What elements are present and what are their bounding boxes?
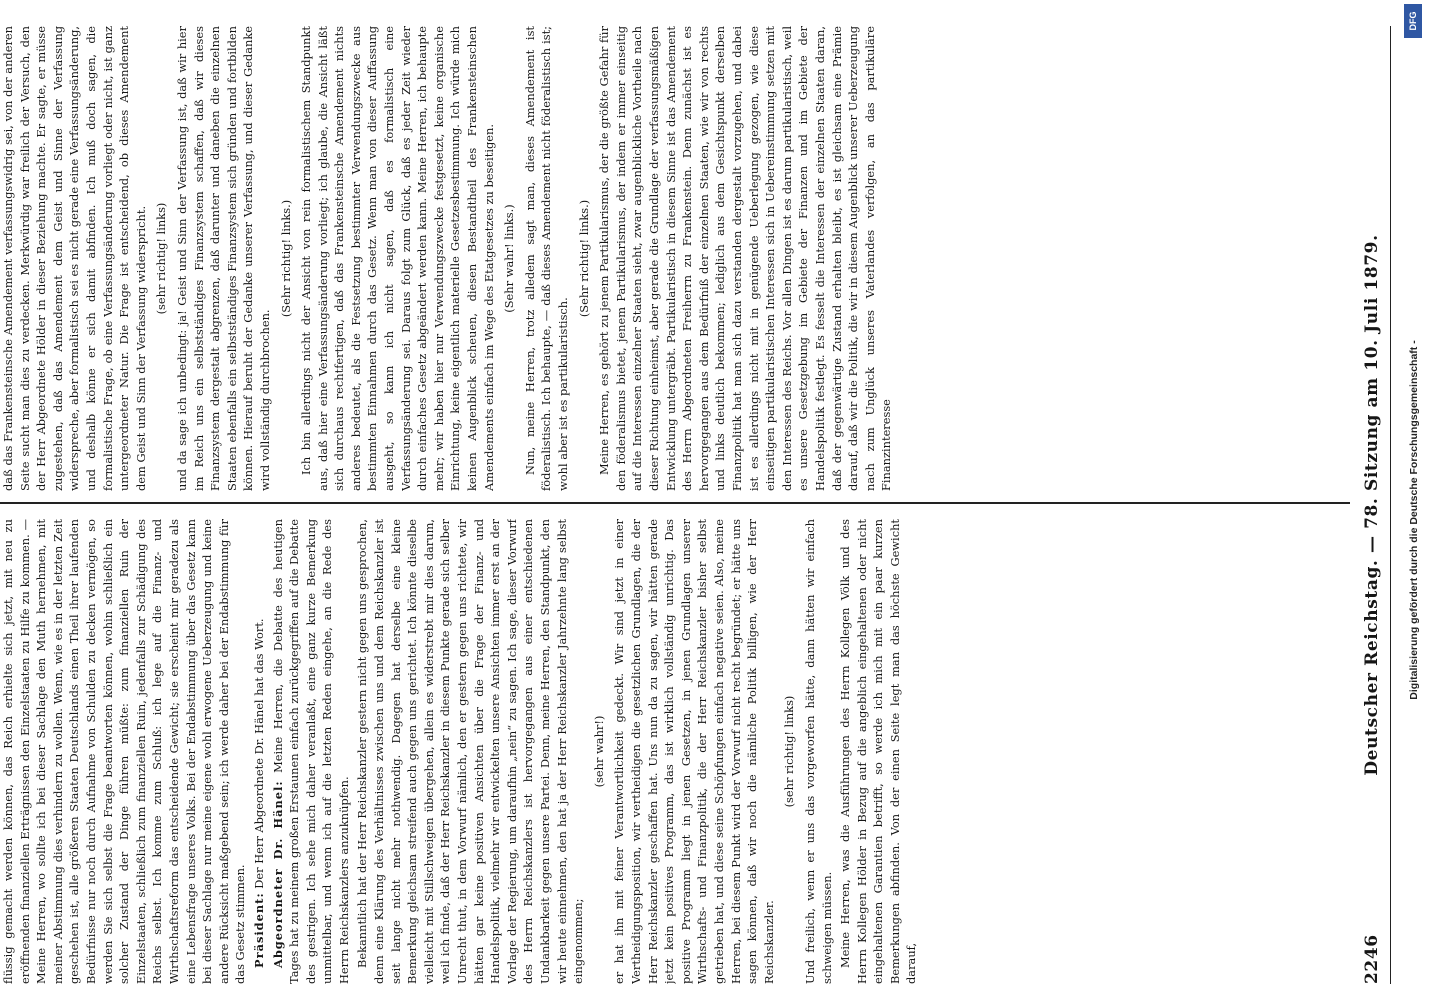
page-header xyxy=(1356,26,1391,984)
page-title: Deutscher Reichstag. — 78. Sitzung am 10. Juli 1879. xyxy=(1362,234,1382,776)
dfg-logo-text: DFG xyxy=(1408,11,1418,31)
right-reaction-3: (Sehr wahr! links.) xyxy=(502,204,517,313)
speaker-president: Präsident: xyxy=(251,892,266,968)
left-paragraph-6: Und freilich, wenn er uns das vorgeworfen hätte, dann hätten wir einfach schweigen müssen. xyxy=(802,519,834,984)
left-paragraph-5: er hat ihn mit feiner Verantwortlichkeit gedeckt. Wir sind jetzt in einer Vertheidigungsposition, wir vertheidigen die gesetzlichen Grundlagen, die der Herr Reichskanzler geschaffen hat. Uns nun da zu sagen, wir hätten gerade jetzt kein positives Programm, das ist wirklich vollständig unrichtig. Das positive Programm liegt in jenen Gesetzen, in jenen Grundlagen unserer Wirthschafts- und Finanzpolitik, die der Herr Reichskanzler bisher selbst getrieben hat, und diese seine Schöpfungen einfach negative seien. Also, meine Herren, bei diesem Punkt wird der Vorwurf nicht recht begründet; er hätte uns sagen können, daß wir noch die nämliche Politik billigen, wie der Herr Reichskanzler. xyxy=(612,519,776,984)
right-reaction-2: (Sehr richtig! links.) xyxy=(278,199,293,318)
right-reaction-1: (sehr richtig! links) xyxy=(154,202,169,315)
right-paragraph-2: und da sage ich unbedingt: ja! Geist und Sinn der Verfassung ist, daß wir hier im Reich uns ein selbstständiges Finanzsystem schaffen, daß wir dieses Finanzsystem dergestalt abgrenzen, daß darunter und daneben die einzelnen Staaten ebenfalls ein selbstständiges Finanzsystem sich gründen und fortbilden können. Hierauf beruht der Gedanke unserer Verfassung, und dieser Gedanke wird vollständig durchbrochen. xyxy=(174,26,272,491)
left-column xyxy=(0,519,1350,984)
speaker-haenel: Abgeordneter Dr. Hänel: xyxy=(270,780,285,968)
president-paragraph xyxy=(251,519,268,984)
left-paragraph-1: flüssig gemacht werden können, das Reich erhielte sich jetzt, mit neu zu eröffnenden finanziellen Erträgnissen den Einzelstaaten zu Hilfe zu kommen. — Meine Herren, wo sollte ich bei dieser Sachlage den Muth hernehmen, mit meiner Abstimmung dies verhindern zu wollen. Wenn, wie es in der letzten Zeit geschehen ist, alle größeren Staaten Deutschlands einen Theil ihrer laufenden Bedürfnisse nur noch durch Aufnahme von Schulden zu decken vermögen, so werden Sie sich selbst die Frage beantworten können, wohin schließlich ein solcher Zustand der Dinge führen müßte: zum finanziellen Ruin der Einzelstaaten, schließlich zum finanziellen Ruin, jedenfalls zur Schädigung des Reichs selbst. Ich komme zum Schluß: ich lege auf die Finanz- und Wirthschaftsreform das entscheidende Gewicht; sie erscheint mir geradezu als eine Lebensfrage unseres Volks. Bei der Endabstimmung über das Gesetz kann bei dieser Sachlage nur meine eigene wohl erwogene Ueberzeugung und keine andere Rücksicht maßgebend sein; ich werde daher bei der Endabstimmung für das Gesetz stimmen. xyxy=(1,519,248,984)
right-paragraph-3: Ich bin allerdings nicht der Ansicht von rein formalistischem Standpunkt aus, daß hier eine Verfassungsänderung vorliegt; ich glaube, die Ansicht läßt sich durchaus rechtfertigen, daß das Frankensteinsche Amendement nichts anderes bedeutet, als die Festsetzung bestimmter Verwendungszwecke aus bestimmten Einnahmen durch das Gesetz. Wenn man von dieser Auffassung ausgeht, so kann ich nicht sagen, daß es formalistisch eine Verfassungsänderung sei. Daraus folgt zum Glück, daß es jeder Zeit wieder durch einfaches Gesetz abgeändert werden kann. Meine Herren, ich behaupte mehr; wir haben hier nur Verwendungszwecke festgesetzt, keine organische Einrichtung, keine eigentlich materielle Gesetzesbestimmung. Ich würde mich keinen Augenblick scheuen, diesen Bestandtheil des Frankensteinschen Amendements einfach im Wege des Etatgesetzes zu beseitigen. xyxy=(299,26,496,491)
right-column xyxy=(0,26,1350,491)
digitization-strip xyxy=(1402,0,1426,1000)
column-divider xyxy=(0,503,1350,505)
reaction-sehr-richtig: (sehr richtig! links) xyxy=(782,695,797,808)
left-paragraph-4: Bekanntlich hat der Herr Reichskanzler gestern nicht gegen uns gesprochen, denn eine Klärung des Verhältnisses zwischen uns und dem Reichskanzler ist seit lange nicht mehr nothwendig. Dagegen hat derselbe eine kleine Bemerkung gleichsam streifend auch gegen uns gerichtet. Ich könnte dieselbe vielleicht mit Stillschweigen übergehen, allein es widerstrebt mir dies darum, weil ich finde, daß der Herr Reichskanzler in diesem Punkte gerade sich selber Unrecht thut, in dem Vorwurf nämlich, den er gestern gegen uns richtete, wir hätten gar keine positiven Ansichten über die Frage der Finanz- und Handelspolitik, vielmehr wir entwickelten unsere Ansichten immer erst an der Vorlage der Regierung, um daraufhin „nein“ zu sagen. Ich sage, dieser Vorwurf des Herrn Reichskanzlers ist hervorgegangen aus einer entschiedenen Undankbarkeit gegen unsere Partei. Denn, meine Herren, den Standpunkt, den wir heute einnehmen, den hat ja der Herr Reichskanzler Jahrzehnte lang selbst eingenommen; xyxy=(355,519,586,984)
right-reaction-4: (Sehr richtig! links.) xyxy=(576,199,591,318)
dfg-logo-icon xyxy=(1404,4,1422,38)
haenel-paragraph xyxy=(270,519,353,984)
left-paragraph-7: Meine Herren, was die Ausführungen des Herrn Kollegen Völk und des Herrn Kollegen Hölder in Bezug auf die angeblich eingehaltenen oder nicht eingehaltenen Garantien betrifft, so werde ich mich mit ein paar kurzen Bemerkungen abfinden. Von der einen Seite legt man das höchste Gewicht darauf, xyxy=(838,519,919,984)
reaction-sehr-wahr: (sehr wahr!) xyxy=(591,715,606,788)
haenel-text: Meine Herren, die Debatte des heutigen Tages hat zu meinem großen Erstaunen einfach zurückgegriffen auf die Debatte des gestrigen. Ich sehe mich daher veranlaßt, eine ganz kurze Bemerkung unmittelbar, und wenn ich auf die letzten Reden eingehe, an die Rede des Herrn Reichskanzlers anzuknüpfen. xyxy=(270,519,351,984)
president-text: Der Herr Abgeordnete Dr. Hänel hat das Wort. xyxy=(251,618,266,889)
digitization-note: Digitalisierung gefördert durch die Deutsche Forschungsgemeinschaft - xyxy=(1408,340,1420,700)
right-paragraph-1: daß das Frankensteinsche Amendement verfassungswidrig sei, von der anderen Seite sucht man dies zu verdecken. Merkwürdig war freilich der Versuch, den der Herr Abgeordnete Hölder in dieser Beziehung machte. Er sagte, er müsse zugestehen, daß das Amendement dem Geist und Sinne der Verfassung widerspreche, aber formalistisch sei es nicht gerade eine Verfassungsänderung, und deshalb könne er sich damit abfinden. Ich muß doch sagen, die formalistische Frage, ob eine Verfassungsänderung vorliegt oder nicht, ist ganz untergeordneter Natur. Die Frage ist entscheidend, ob dieses Amendement dem Geist und Sinn der Verfassung widerspricht. xyxy=(1,26,148,491)
right-paragraph-5: Meine Herren, es gehört zu jenem Partikularismus, der die größte Gefahr für den föderalismus bietet, jenem Partikularismus, der indem er immer einseitig auf die Interessen einzelner Staaten sieht, zwar augenblickliche Vortheile nach dieser Richtung einheimst, aber gerade die Grundlage der verfassungsmäßigen Entwicklung untergräbt. Partikularistisch in diesem Sinne ist das Amendement des Herrn Abgeordneten Freiherrn zu Frankenstein. Denn zunächst ist es hervorgegangen aus dem Bedürfniß der einzelnen Staaten, wie wir von rechts und links deutlich bekommen; lediglich aus dem Gesichtspunkt derselben Finanzpolitik hat man sich dazu verstanden dergestalt vorzugehen, und dabei ist es allerdings nicht mit in genügende Ueberlegung gezogen, wie diese einseitigen partikularistischen Interessen sich in Uebereinstimmung setzen mit den Interessen des Reichs. Vor allen Dingen ist es darum partikularistisch, weil es unsere Gesetzgebung im Gebiete der Finanzen und im Gebiete der Handelspolitik festlegt. Es fesselt die Interessen der einzelnen Staaten daran, daß der gegenwärtige Zustand erhalten bleibt, es ist gleichsam eine Prämie darauf, daß wir die Politik, die wir in diesem Augenblick unserer Ueberzeugung nach zum Unglück unseres Vaterlandes verfolgen, an das partikuläre Finanzinteresse xyxy=(597,26,894,491)
right-paragraph-4: Nun, meine Herren, trotz alledem sagt man, dieses Amendement ist föderalistisch. Ich behaupte, — daß dieses Amendement nicht föderalistisch ist; wohl aber ist es partikularistisch. xyxy=(522,26,570,491)
page-number: 2246 xyxy=(1362,934,1382,984)
